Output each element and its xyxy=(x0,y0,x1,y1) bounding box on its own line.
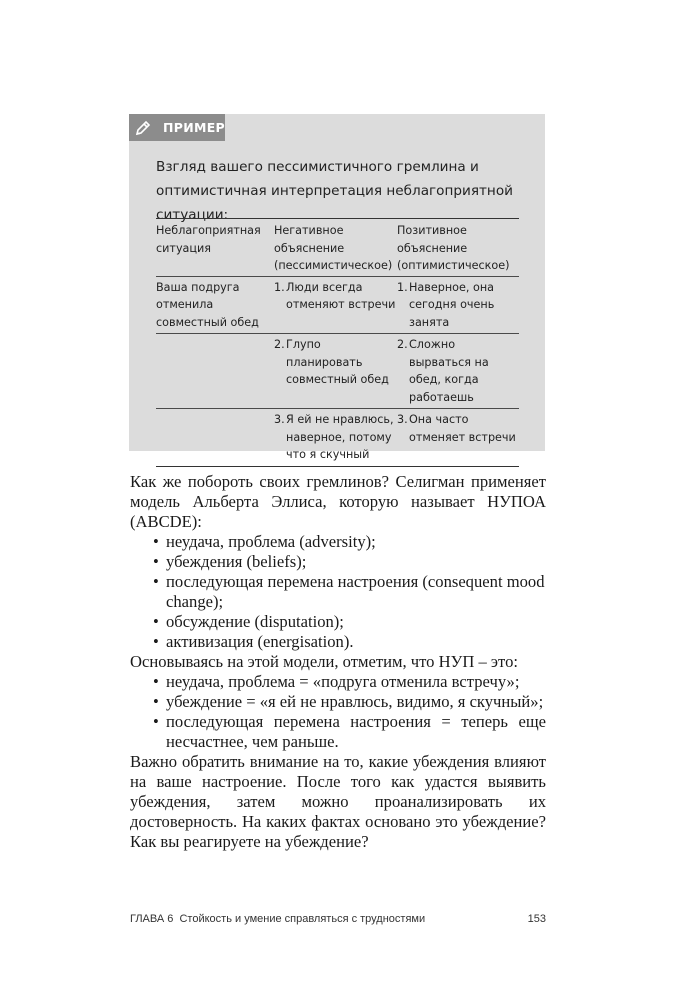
positive-text: Она часто отменяет встречи xyxy=(409,413,516,444)
paragraph: Как же побороть своих гремлинов? Селигман применяет модель Альберта Эллиса, которую называет НУПОА (ABCDE): xyxy=(130,472,546,531)
list-item xyxy=(130,692,546,712)
situation-cell-empty xyxy=(156,334,274,406)
table-header-row xyxy=(156,218,519,276)
example-tag-label: ПРИМЕР xyxy=(162,120,225,135)
item-number: 1. xyxy=(397,280,408,294)
list-item-text: • активизация (energisation). xyxy=(166,632,354,651)
negative-text: Люди всегда отменяют встречи xyxy=(286,280,396,311)
list-item-text: • последующая перемена настроения = теперь еще несчастнее, чем раньше. xyxy=(166,712,546,751)
paragraph: Важно обратить внимание на то, какие убеждения влияют на ваше настроение. После того как удастся выявить убеждения, затем можно проанализировать их достоверность. На каких фактах основано это убеждение? Как вы реагируете на убеждение? xyxy=(130,752,546,851)
list-item-text: • последующая перемена настроения (consequent mood change); xyxy=(166,572,545,611)
negative-cell xyxy=(274,334,397,406)
list-item-text: • неудача, проблема = «подруга отменила встречу»; xyxy=(166,672,520,691)
table-row xyxy=(156,333,519,408)
interpretation-table xyxy=(156,218,519,467)
header-positive: Позитивное объяснение (оптимистическое) xyxy=(397,224,510,272)
list-item xyxy=(130,552,546,572)
situation-cell-empty xyxy=(156,409,274,464)
example-tag xyxy=(129,114,225,141)
item-number: 2. xyxy=(397,338,408,351)
list-item xyxy=(130,572,546,612)
negative-cell xyxy=(274,409,397,464)
item-number: 2. xyxy=(274,338,285,351)
paragraph: Основываясь на этой модели, отметим, что НУП – это: xyxy=(130,652,518,671)
item-number: 3. xyxy=(274,413,285,426)
negative-cell xyxy=(274,277,397,332)
list-item xyxy=(130,632,546,652)
positive-text: Наверное, она сегодня очень занята xyxy=(409,280,495,329)
list-item xyxy=(130,532,546,552)
list-item xyxy=(130,712,546,752)
list-item xyxy=(130,612,546,632)
situation-cell: Ваша подруга отменила совместный обед xyxy=(156,280,259,329)
pencil-icon xyxy=(131,114,156,141)
list-item-text: • обсуждение (disputation); xyxy=(166,612,344,631)
negative-text: Я ей не нравлюсь, наверное, потому что я скучный xyxy=(286,413,394,461)
body-text xyxy=(130,472,546,852)
chapter-running-head: ГЛАВА 6 Стойкость и умение справляться с трудностями xyxy=(130,913,426,925)
item-number: 3. xyxy=(397,413,408,426)
negative-text: Глупо планировать совместный обед xyxy=(286,338,389,386)
positive-cell xyxy=(397,409,519,464)
header-situation: Неблагоприятная ситуация xyxy=(156,224,261,255)
list-item-text: • неудача, проблема (adversity); xyxy=(166,532,376,551)
table-row xyxy=(156,276,519,334)
page-footer xyxy=(130,913,546,925)
page-number: 153 xyxy=(527,913,546,925)
list-item xyxy=(130,672,546,692)
positive-cell xyxy=(397,277,519,332)
header-negative: Негативное объяснение (пессимистическое) xyxy=(274,224,393,272)
example-intro: Взгляд вашего пессимистичного гремлина и оптимистичная интерпретация неблагоприятной ситуации: xyxy=(156,159,513,223)
list-item-text: • убеждения (beliefs); xyxy=(166,552,307,571)
positive-cell xyxy=(397,334,519,406)
list-item-text: • убеждение = «я ей не нравлюсь, видимо, я скучный»; xyxy=(166,692,544,711)
positive-text: Сложно вырваться на обед, когда работаешь xyxy=(409,338,489,404)
table-row xyxy=(156,408,519,467)
item-number: 1. xyxy=(274,280,285,294)
